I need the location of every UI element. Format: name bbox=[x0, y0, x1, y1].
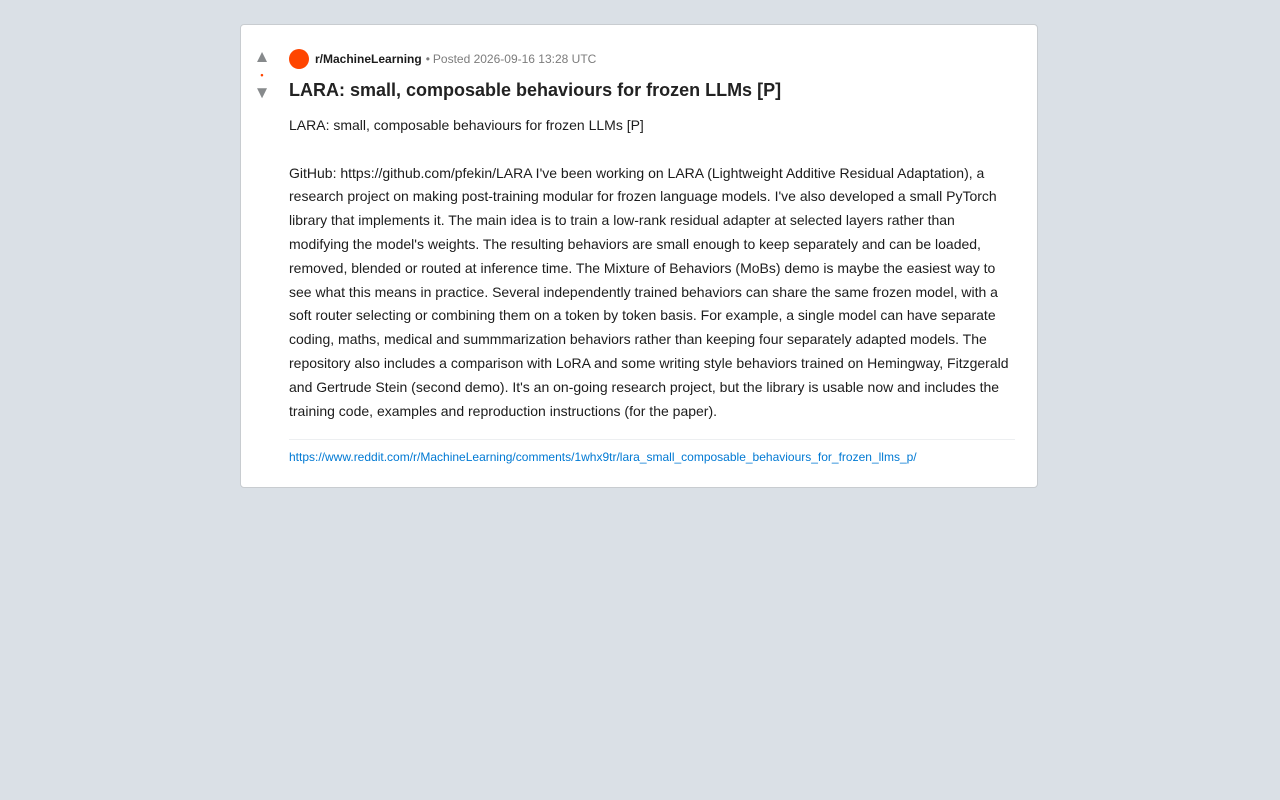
post-body bbox=[289, 114, 1015, 423]
subreddit-avatar-icon[interactable] bbox=[289, 49, 309, 69]
vote-score: • bbox=[260, 70, 264, 80]
posted-timestamp: Posted 2026-09-16 13:28 UTC bbox=[432, 52, 597, 66]
post-permalink[interactable]: https://www.reddit.com/r/MachineLearning/comments/1whx9tr/lara_small_composable_behaviours_for_frozen_llms_p/ bbox=[289, 450, 917, 465]
downvote-arrow-icon[interactable]: ▼ bbox=[253, 83, 271, 102]
post-body-text: GitHub: https://github.com/pfekin/LARA I've been working on LARA (Lightweight Additive Residual Adaptation), a research project on making post-training modular for frozen language models. I've also developed a small PyTorch library that implements it. The main idea is to train a low-rank residual adapter at selected layers rather than modifying the model's weights. The resulting behaviors are small enough to keep separately and can be loaded, removed, blended or routed at inference time. The Mixture of Behaviors (MoBs) demo is maybe the easiest way to see what this means in practice. Several independently trained behaviors can share the same frozen model, with a soft router selecting or combining them on a token by token basis. For example, a single model can have separate coding, maths, medical and summmarization behaviors rather than keeping four separately adapted models. The repository also includes a comparison with LoRA and some writing style behaviors trained on Hemingway, Fitzgerald and Gertrude Stein (second demo). It's an on-going research project, but the library is usable now and includes the training code, examples and reproduction instructions (for the paper). bbox=[289, 164, 1009, 419]
subreddit-name[interactable]: r/MachineLearning bbox=[315, 52, 422, 66]
post-title[interactable]: LARA: small, composable behaviours for frozen LLMs [P] bbox=[289, 80, 782, 100]
meta-separator: • bbox=[425, 52, 430, 66]
post-meta bbox=[289, 49, 1015, 69]
upvote-arrow-icon[interactable]: ▲ bbox=[253, 47, 271, 66]
post-card bbox=[240, 24, 1038, 488]
post-body-heading: LARA: small, composable behaviours for frozen LLMs [P] bbox=[289, 117, 644, 133]
divider bbox=[289, 439, 1015, 440]
vote-column bbox=[241, 47, 283, 103]
post-content bbox=[289, 49, 1015, 464]
